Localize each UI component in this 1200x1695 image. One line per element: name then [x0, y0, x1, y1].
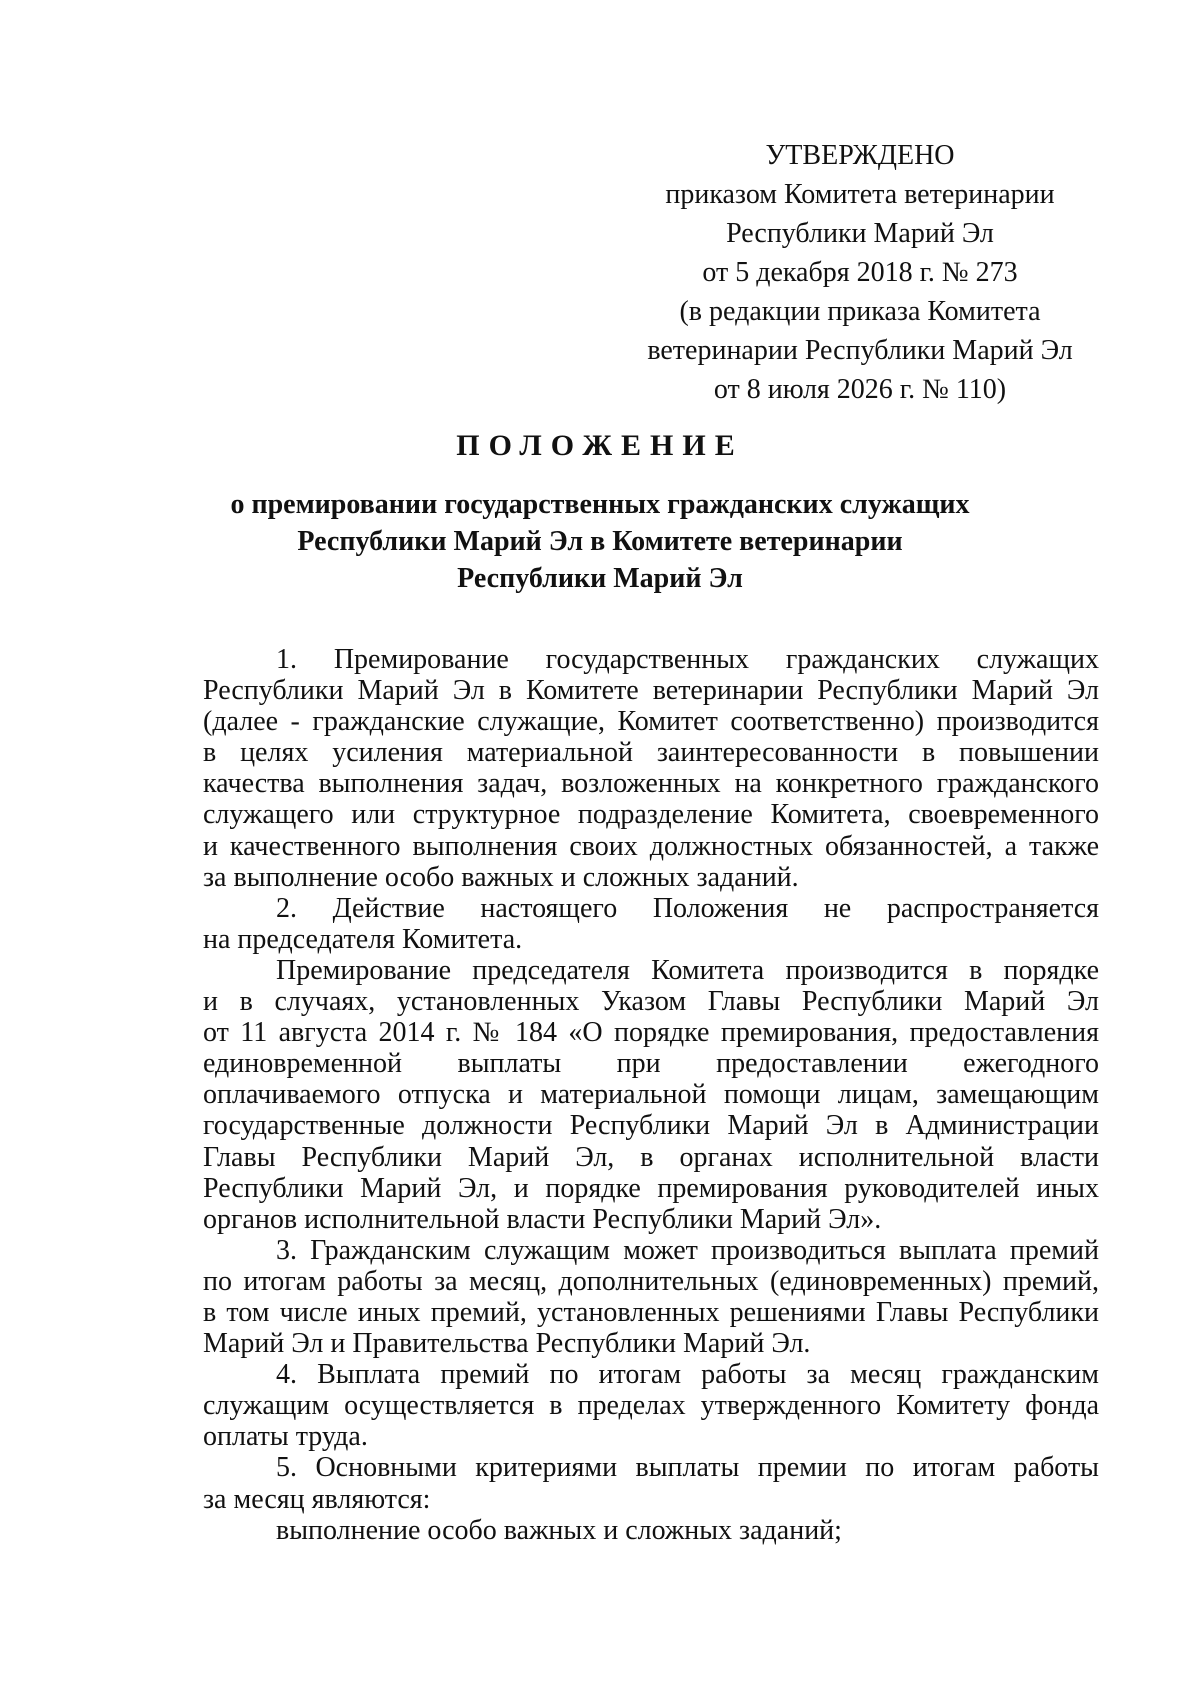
- approval-line: приказом Комитета ветеринарии: [665, 179, 1055, 210]
- body-line: 1. Премирование государственных гражданских служащих: [276, 644, 1099, 675]
- body-line: Марий Эл и Правительства Республики Марий Эл.: [203, 1328, 811, 1360]
- body-line: государственные должности Республики Марий Эл в Администрации: [203, 1110, 1099, 1142]
- body-line: органов исполнительной власти Республики Марий Эл».: [203, 1203, 882, 1235]
- approval-stamp-block: [600, 136, 1120, 409]
- body-line: от 11 августа 2014 г. № 184 «О порядке премирования, предоставления: [203, 1017, 1099, 1049]
- body-line: за месяц являются:: [203, 1483, 431, 1515]
- approval-line: УТВЕРЖДЕНО: [765, 140, 955, 171]
- approval-line: ветеринарии Республики Марий Эл: [647, 335, 1073, 366]
- body-line: и в случаях, установленных Указом Главы Республики Марий Эл: [203, 986, 1099, 1018]
- document-title: ПОЛОЖЕНИЕ: [456, 429, 744, 462]
- approval-line: Республики Марий Эл: [726, 218, 994, 249]
- approval-line: от 5 декабря 2018 г. № 273: [702, 257, 1018, 288]
- body-line: выполнение особо важных и сложных заданий;: [276, 1514, 842, 1546]
- body-line: по итогам работы за месяц, дополнительных (единовременных) премий,: [203, 1265, 1099, 1297]
- body-line: и качественного выполнения своих должностных обязанностей, а также: [203, 830, 1099, 862]
- body-line: служащим осуществляется в пределах утвержденного Комитету фонда: [203, 1390, 1099, 1422]
- body-line: за выполнение особо важных и сложных заданий.: [203, 861, 799, 893]
- body-line: оплаты труда.: [203, 1421, 368, 1453]
- approval-line: (в редакции приказа Комитета: [679, 296, 1041, 327]
- body-line: Главы Республики Марий Эл, в органах исполнительной власти: [203, 1141, 1099, 1173]
- body-line: Премирование председателя Комитета производится в порядке: [276, 954, 1099, 986]
- subtitle-line: Республики Марий Эл: [457, 563, 743, 594]
- body-line: на председателя Комитета.: [203, 923, 523, 955]
- document-subtitle: [180, 486, 1020, 597]
- body-line: 4. Выплата премий по итогам работы за месяц гражданским: [276, 1359, 1099, 1391]
- body-line: 2. Действие настоящего Положения не распространяется: [276, 892, 1099, 924]
- subtitle-line: о премировании государственных гражданских служащих: [230, 489, 970, 520]
- document-body: [203, 644, 1099, 1546]
- body-line: 5. Основными критериями выплаты премии по итогам работы: [276, 1452, 1099, 1484]
- body-line: единовременной выплаты при предоставлении ежегодного: [203, 1048, 1099, 1080]
- body-line: 3. Гражданским служащим может производиться выплата премий: [276, 1234, 1099, 1266]
- body-line: в целях усиления материальной заинтересованности в повышении: [203, 737, 1099, 769]
- body-line: служащего или структурное подразделение Комитета, своевременного: [203, 799, 1099, 831]
- body-line: оплачиваемого отпуска и материальной помощи лицам, замещающим: [203, 1079, 1099, 1111]
- body-line: Республики Марий Эл в Комитете ветеринарии Республики Марий Эл: [203, 675, 1099, 707]
- body-line: Республики Марий Эл, и порядке премирования руководителей иных: [203, 1172, 1099, 1204]
- body-line: в том числе иных премий, установленных решениями Главы Республики: [203, 1296, 1099, 1328]
- approval-line: от 8 июля 2026 г. № 110): [713, 374, 1007, 405]
- subtitle-line: Республики Марий Эл в Комитете ветеринарии: [297, 526, 903, 557]
- body-line: (далее - гражданские служащие, Комитет соответственно) производится: [203, 706, 1099, 738]
- body-line: качества выполнения задач, возложенных на конкретного гражданского: [203, 768, 1099, 800]
